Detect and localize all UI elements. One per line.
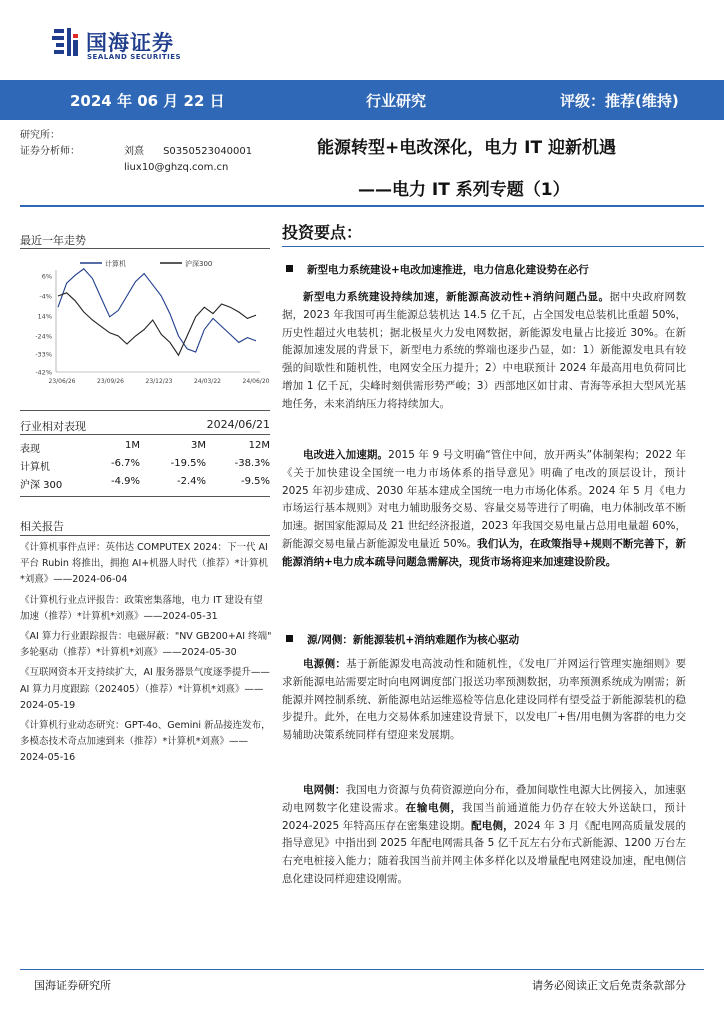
footer-disclaimer: 请务必阅读正文后免责条款部分 <box>532 979 686 992</box>
y-tick-label: -42% <box>35 368 52 377</box>
related-report-item[interactable]: 《计算机行业点评报告：政策密集落地，电力 IT 建设有望加速（推荐）*计算机*刘熹》——2024-05-31 <box>20 594 263 622</box>
paragraph-text: 我国电力资源与负荷资源逆向分布，叠加间歇性电源大比例接入，加速驱动电网数字化建设需求。 <box>282 784 687 814</box>
y-tick-label: -4% <box>39 292 52 301</box>
sealand-logo-icon <box>52 26 80 58</box>
perf-header: 表现 <box>20 444 40 455</box>
chart-bottom-rule <box>20 410 270 411</box>
perf-header: 3M <box>191 440 206 451</box>
bullet-heading-text: 源/网侧：新能源装机+消纳难题作为核心驱动 <box>307 634 520 646</box>
perf-header: 12M <box>248 440 270 451</box>
x-tick-label: 23/12/23 <box>145 378 173 385</box>
performance-bottom-rule <box>20 496 270 497</box>
related-report-item[interactable]: 《AI 算力行业跟踪报告：电磁屏蔽："NV GB200+AI 终端" 多轮驱动（推荐）*计算机*刘熹》——2024-05-30 <box>20 631 272 659</box>
analyst-info <box>20 128 253 173</box>
report-title: 能源转型+电改深化，电力 IT 迎新机遇 <box>317 138 617 158</box>
paragraph-lead: 电改进入加速期。 <box>303 449 389 461</box>
performance-table <box>20 438 270 492</box>
paragraph-text: 2024 年 3 月《配电网高质量发展的指导意见》中指出到 2025 年配电网需具备 5 亿千瓦左右分布式新能源、1200 万台左右充电桩接入能力；随着我国当前并网主体多样化以及增量配电网建设加速，配电侧信息化建设同样迎建设刚需。 <box>282 819 686 885</box>
header-bar <box>0 80 724 120</box>
trend-chart <box>20 254 270 400</box>
related-rule <box>20 535 270 536</box>
square-bullet-icon <box>286 265 293 272</box>
paragraph-text: 基于新能源发电高波动性和随机性，《发电厂并网运行管理实施细则》要求新能源电站需要定时向电网调度部门报送功率预测数据，功率预测系统成为刚需；新能源并网控制系统、新能源电站运维巡检等信息化建设同样有望受益于新能源装机的稳步提升。此外，在电力交易体系加速建设背景下，以发电厂+售/用电侧为客群的电力交易辅助决策系统同样有望迎来发展期。 <box>282 658 686 742</box>
square-bullet-icon <box>286 635 293 642</box>
perf-cell: -19.5% <box>170 458 206 469</box>
section-title: 投资要点： <box>282 223 363 242</box>
analyst-name: 刘熹 <box>124 146 144 157</box>
paragraph-power-reform <box>282 447 686 572</box>
analyst-email[interactable]: liux10@ghzq.com.cn <box>124 162 229 173</box>
y-tick-label: 14% <box>37 312 52 321</box>
header-divider <box>20 205 704 207</box>
performance-row <box>20 456 270 474</box>
x-tick-label: 24/03/22 <box>194 378 221 385</box>
performance-rule <box>20 434 270 435</box>
perf-cell: 计算机 <box>20 462 50 473</box>
research-label: 研究所： <box>20 130 60 141</box>
perf-header: 1M <box>125 440 140 451</box>
analyst-label: 证券分析师： <box>20 146 80 157</box>
paragraph-grid-side <box>282 782 686 889</box>
y-tick-label: 6% <box>41 272 52 281</box>
y-tick-label: -24% <box>35 332 52 341</box>
series-line <box>58 293 256 355</box>
related-report-item[interactable]: 《互联网资本开支持续扩大，AI 服务器景气度逐季提升——AI 算力月度跟踪（202405）（推荐）*计算机*刘熹》——2024-05-19 <box>20 667 270 711</box>
trend-title: 最近一年走势 <box>20 234 86 247</box>
paragraph-power-source <box>282 656 686 745</box>
paragraph-text: 据中央政府网数据，2023 年我国可再生能源总装机达 14.5 亿千瓦，占全国发电总装机比重超 50%，历史性超过火电装机；据北极星火力发电网数据，新能源发电量占比接近 30%。在新能源加速发展的背景下，新型电力系统的弊端也逐步凸显，如：1）新能源发电具有较强的间歇性和随机性，电网安全压力提升；2）中电联预计 2024 年最高用电负荷同比增加 1 亿千瓦，尖峰时刻供需形势严峻；3）西部地区如甘肃、青海等承担大型风光基地任务，未来消纳压力将持续加大。 <box>282 291 687 410</box>
x-tick-label: 23/06/26 <box>48 378 76 385</box>
performance-title: 行业相对表现 <box>20 420 86 433</box>
rating: 评级：推荐(维持) <box>560 92 679 110</box>
report-subtitle: ——电力 IT 系列专题（1） <box>358 180 570 200</box>
logo-text-cn: 国海证券 <box>86 31 174 55</box>
paragraph-subhead: 在输电侧， <box>405 801 462 814</box>
logo-text-en: SEALAND SECURITIES <box>87 53 182 61</box>
perf-cell: -4.9% <box>110 476 140 487</box>
paragraph-subhead: 配电侧， <box>471 819 514 832</box>
performance-date: 2024/06/21 <box>206 418 270 431</box>
section-rule <box>282 246 704 247</box>
x-tick-label: 23/09/26 <box>97 378 124 385</box>
paragraph-conclusion: 我们认为，在政策指导+规则不断完善下，新能源消纳+电力成本疏导问题急需解决，现货市场将迎来加速建设阶段。 <box>282 537 686 568</box>
performance-header-row <box>20 438 270 456</box>
bullet-heading-text: 新型电力系统建设+电改加速推进，电力信息化建设势在必行 <box>307 264 589 276</box>
legend-label: 计算机 <box>105 260 126 268</box>
perf-cell: -9.5% <box>240 476 270 487</box>
related-report-item[interactable]: 《计算机事件点评：英伟达 COMPUTEX 2024：下一代 AI 平台 Rubin 将推出，拥抱 AI+机器人时代（推荐）*计算机*刘熹》——2024-06-04 <box>20 542 268 586</box>
paragraph-text: 2015 年 9 号文明确“管住中间，放开两头”体制架构；2022 年《关于加快建设全国统一电力市场体系的指导意见》明确了电改的顶层设计，预计 2025 年初步建成、2030 年基本建成全国统一电力市场化体系。2024 年 5 月《电力市场运行基本规则》对电力辅助服务交易、容量交易等进行了明确，电力体制改革不断加速。据国家能源局及 21 世纪经济报道，2023 年我国交易电量占总用电量超 60%，新能源交易电量占新能源发电量近 50%。 <box>282 449 687 550</box>
report-type: 行业研究 <box>366 92 427 110</box>
paragraph-lead: 新型电力系统建设持续加速，新能源高波动性+消纳问题凸显。 <box>303 291 610 303</box>
bullet-heading-2 <box>286 632 519 647</box>
report-date: 2024 年 06 月 22 日 <box>70 92 225 110</box>
series-line <box>58 269 256 352</box>
paragraph-text: 我国当前通道能力仍存在较大外送缺口，预计 2024-2025 年特高压存在密集建设期。 <box>282 801 687 832</box>
perf-cell: -38.3% <box>234 458 270 469</box>
x-tick-label: 24/06/20 <box>242 378 270 385</box>
analyst-license: S0350523040001 <box>163 146 253 157</box>
related-title: 相关报告 <box>20 520 64 533</box>
perf-cell: -6.7% <box>110 458 140 469</box>
analyst-name-license <box>124 144 252 160</box>
related-reports-list <box>20 540 272 771</box>
perf-cell: 沪深 300 <box>20 480 63 491</box>
trend-rule <box>20 248 270 249</box>
y-tick-label: -33% <box>35 350 52 359</box>
paragraph-new-power-system <box>282 289 686 414</box>
paragraph-lead: 电网侧： <box>303 784 346 796</box>
paragraph-lead: 电源侧： <box>303 658 347 670</box>
footer-rule <box>20 969 704 970</box>
perf-cell: -2.4% <box>176 476 206 487</box>
related-report-item[interactable]: 《计算机行业动态研究：GPT-4o、Gemini 新品接连发布，多模态技术奇点加速到来（推荐）*计算机*刘熹》——2024-05-16 <box>20 720 271 764</box>
bullet-heading-1 <box>286 262 589 277</box>
performance-row <box>20 474 270 492</box>
legend-label: 沪深300 <box>185 260 213 268</box>
footer-institute: 国海证券研究所 <box>34 979 111 992</box>
